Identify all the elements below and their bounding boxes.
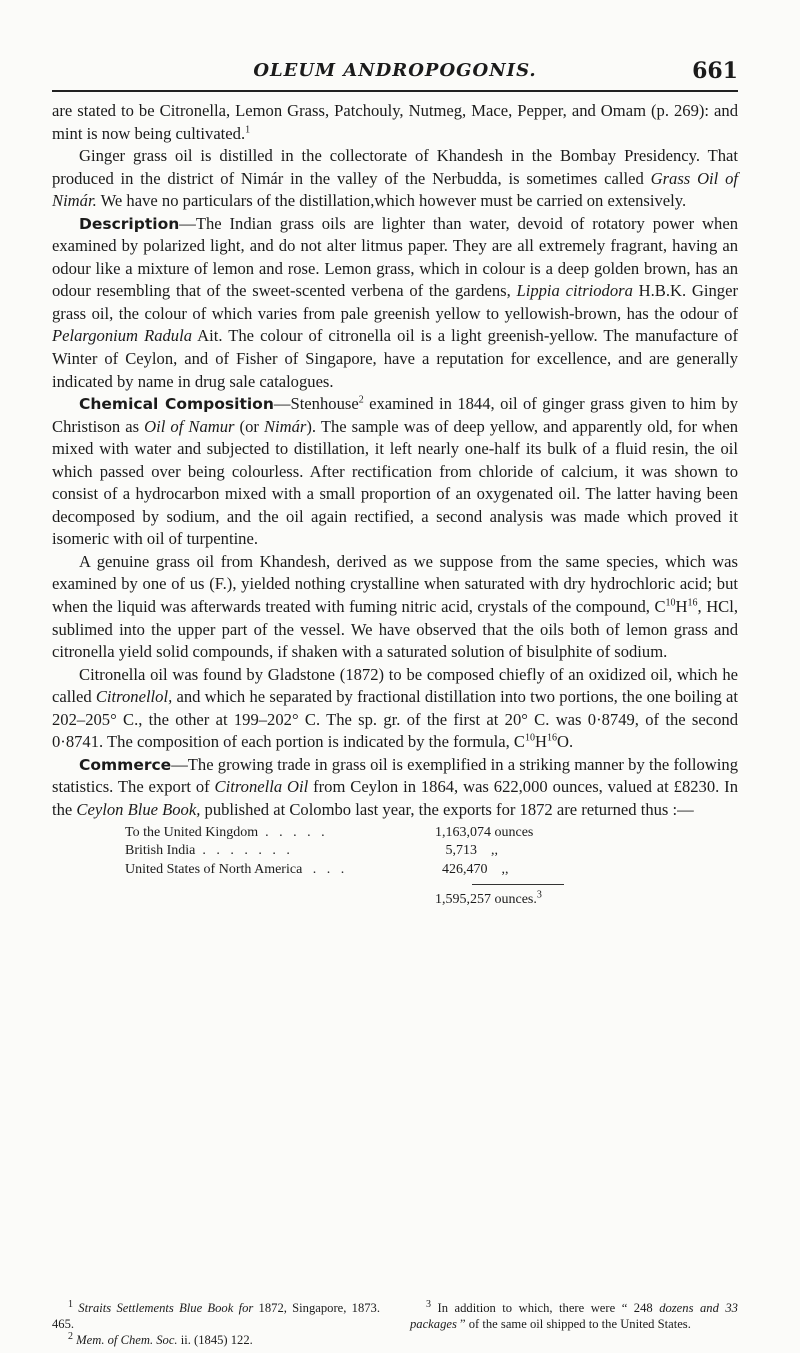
footnotes-left bbox=[52, 1300, 380, 1349]
footnote-1: $^1$ Straits Settlements Blue Book for 1872, Singapore, 1873. 465. bbox=[52, 1298, 380, 1332]
table-row bbox=[125, 842, 565, 861]
footnote-ref: 3 bbox=[536, 889, 542, 901]
paragraph-citronella: Citronella oil was found by Gladstone (1872) to be composed chiefly of an oxidized oil, which he called Citronellol, and which he separated by fractional distillation into two portions, the one boiling at 202–205° C., the other at 199–202° C. The sp. gr. of the first at 20° C. was 0·8749, of the second 0·8741. The composition of each portion is indicated by the formula, $C^{10}H^{16}O$. bbox=[52, 664, 738, 752]
page-header bbox=[52, 60, 738, 92]
export-destination: United States of North America . . . bbox=[125, 861, 345, 877]
footnotes bbox=[52, 1300, 738, 1349]
export-quantity: 426,470 ,, bbox=[435, 861, 509, 877]
footnote-3: $^3$ In addition to which, there were “ 248 dozens and 33 packages ” of the same oil shipped to the United States. bbox=[410, 1298, 738, 1332]
paragraph-continuation: are stated to be Citronella, Lemon Grass, Patchouly, Nutmeg, Mace, Pepper, and Omam (p. 269): and mint is now being cultivated.$^1$ bbox=[52, 101, 738, 143]
paragraph-khandesh-oil: A genuine grass oil from Khandesh, derived as we suppose from the same species, which was examined by one of us (F.), yielded nothing crystalline when saturated with dry hydrochloric acid; but when the liquid was afterwards treated with fuming nitric acid, crystals of the compound, $C^{10}H^{16}$, HCl, sublimed into the upper part of the vessel. We have observed that the oils both of lemon grass and citronella yield solid compounds, if shaken with a saturated solution of bisulphite of sodium. bbox=[52, 551, 738, 662]
footnote-2: $^2$ Mem. of Chem. Soc. ii. (1845) 122. bbox=[68, 1331, 253, 1348]
footnote-ref: 1 bbox=[245, 124, 251, 136]
footnotes-right bbox=[410, 1300, 738, 1349]
section-heading-chemical-composition: Chemical Composition bbox=[79, 395, 274, 414]
paragraph-description: Description—The Indian grass oils are lighter than water, devoid of rotatory power when examined by polarized light, and do not alter litmus paper. They are all extremely fragrant, having an odour like a mixture of lemon and rose. Lemon grass, which in colour is a deep golden brown, has an odour resembling that of the sweet-scented verbena of the gardens, Lippia citriodora H.B.K. Ginger grass oil, the colour of which varies from pale greenish yellow to yellowish-brown, has the odour of Pelargonium Radula Ait. The colour of citronella oil is a light greenish-yellow. The manufacture of Winter of Ceylon, and of Fisher of Singapore, have a reputation for excellence, and are generally indicated by name in drug sale catalogues. bbox=[52, 213, 738, 391]
total-divider bbox=[472, 884, 564, 885]
table-row bbox=[125, 824, 565, 843]
table-row bbox=[125, 861, 565, 880]
section-heading-commerce: Commerce bbox=[79, 755, 172, 774]
footnote-ref: 2 bbox=[358, 394, 364, 406]
exports-table bbox=[125, 824, 565, 910]
page-number: 661 bbox=[692, 58, 738, 84]
paragraph-chemical-composition: Chemical Composition—Stenhouse$^2$ examined in 1844, oil of ginger grass given to him by Christison as Oil of Namur (or Nimár). The sample was of deep yellow, and apparently old, for when mixed with water and subjected to distillation, it left nearly one-half its bulk of a fluid resin, the oil which passed over being colourless. After rectification from chloride of calcium, it was shown to consist of a hydrocarbon mixed with a small proportion of an oxygenated oil. The latter having been decomposed by sodium, and the oil again rectified, a second analysis was made which proved it isomeric with oil of turpentine. bbox=[52, 394, 738, 549]
export-quantity: 1,163,074 ounces bbox=[435, 824, 534, 840]
paragraph-ginger-grass: Ginger grass oil is distilled in the collectorate of Khandesh in the Bombay Presidency. That produced in the district of Nimár in the valley of the Nerbudda, is sometimes called Grass Oil of Nimár. We have no particulars of the distillation,which however must be carried on extensively. bbox=[52, 146, 739, 211]
body-text bbox=[52, 100, 738, 910]
export-total: 1,595,257 ounces.$^3$ bbox=[435, 889, 542, 907]
running-title: OLEUM ANDROPOGONIS. bbox=[253, 60, 537, 81]
export-quantity: 5,713 ,, bbox=[435, 843, 498, 858]
export-destination: To the United Kingdom . . . . . bbox=[125, 824, 325, 840]
export-destination: British India . . . . . . . bbox=[125, 843, 290, 858]
paragraph-commerce: Commerce—The growing trade in grass oil is exemplified in a striking manner by the following statistics. The export of Citronella Oil from Ceylon in 1864, was 622,000 ounces, valued at £8230. In the Ceylon Blue Book, published at Colombo last year, the exports for 1872 are returned thus :— bbox=[52, 754, 738, 819]
section-heading-description: Description bbox=[79, 214, 180, 233]
